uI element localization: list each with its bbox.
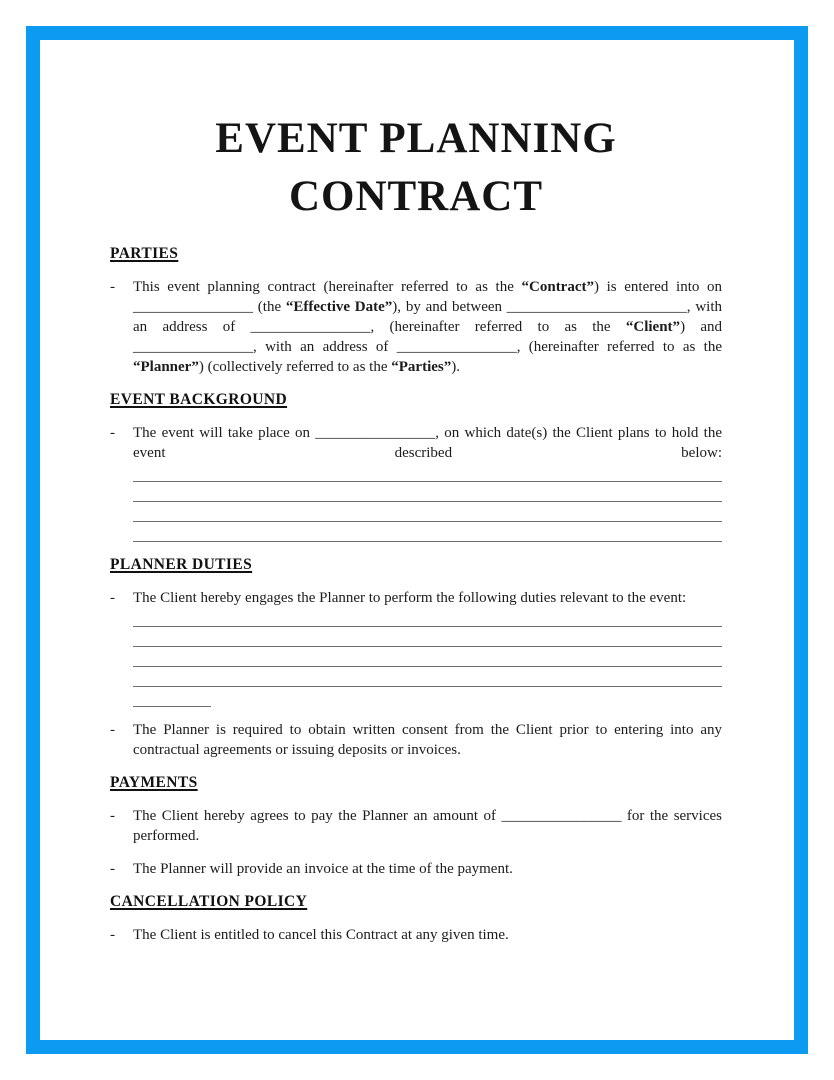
section-heading-planner-duties: PLANNER DUTIES bbox=[110, 556, 253, 573]
bullet-text: The Client is entitled to cancel this Contract at any given time. bbox=[133, 927, 509, 943]
write-in-line bbox=[133, 462, 722, 482]
bullet-dash: - bbox=[110, 279, 115, 295]
bullet-text: The Planner will provide an invoice at the time of the payment. bbox=[133, 861, 513, 877]
bullet-item bbox=[110, 423, 722, 463]
bullet-item bbox=[110, 720, 722, 760]
bullet-dash: - bbox=[110, 425, 115, 441]
write-in-line bbox=[133, 607, 722, 627]
section-heading-cancellation-policy: CANCELLATION POLICY bbox=[110, 893, 308, 910]
bullet-dash: - bbox=[110, 808, 115, 824]
document-title-line-2: CONTRACT bbox=[288, 173, 544, 220]
write-in-line bbox=[133, 482, 722, 502]
bullet-text: The Planner is required to obtain written consent from the Client prior to entering into any contractual agreements or issuing deposits or invoices. bbox=[133, 722, 722, 758]
bullet-item bbox=[110, 277, 722, 377]
document-title-line-1: EVENT PLANNING bbox=[215, 115, 617, 162]
write-in-line bbox=[133, 647, 722, 667]
write-in-lines bbox=[133, 607, 722, 707]
write-in-line bbox=[133, 687, 211, 707]
page-border-frame bbox=[26, 26, 808, 1054]
document-title bbox=[110, 110, 722, 226]
write-in-line bbox=[133, 522, 722, 542]
bullet-text: This event planning contract (hereinafter referred to as the “Contract”) is entered into on ________________ (the “Effective Date”), by and between ________________________, with an address of ________________, (hereinafter referred to as the “Client”) and ________________, with an address of ________________, (hereinafter referred to as the “Planner”) (collectively referred to as the “Parties”). bbox=[133, 279, 723, 375]
bullet-dash: - bbox=[110, 927, 115, 943]
write-in-line bbox=[133, 667, 722, 687]
bullet-dash: - bbox=[110, 590, 115, 606]
bullet-text: The event will take place on ________________, on which date(s) the Client plans to hold the event described below: bbox=[133, 425, 722, 461]
write-in-line bbox=[133, 627, 722, 647]
section-heading-payments: PAYMENTS bbox=[110, 774, 198, 791]
bullet-item bbox=[110, 588, 722, 608]
bullet-item bbox=[110, 806, 722, 846]
bullet-text: The Client hereby agrees to pay the Planner an amount of ________________ for the services performed. bbox=[133, 808, 722, 844]
write-in-lines bbox=[133, 462, 722, 542]
sections bbox=[110, 244, 722, 958]
bullet-dash: - bbox=[110, 861, 115, 877]
section-heading-event-background: EVENT BACKGROUND bbox=[110, 391, 288, 408]
bullet-dash: - bbox=[110, 722, 115, 738]
section-heading-parties: PARTIES bbox=[110, 245, 179, 262]
bullet-item bbox=[110, 925, 722, 945]
document-body bbox=[40, 40, 794, 958]
write-in-line bbox=[133, 502, 722, 522]
bullet-item bbox=[110, 859, 722, 879]
bullet-text: The Client hereby engages the Planner to perform the following duties relevant to the event: bbox=[133, 590, 687, 606]
